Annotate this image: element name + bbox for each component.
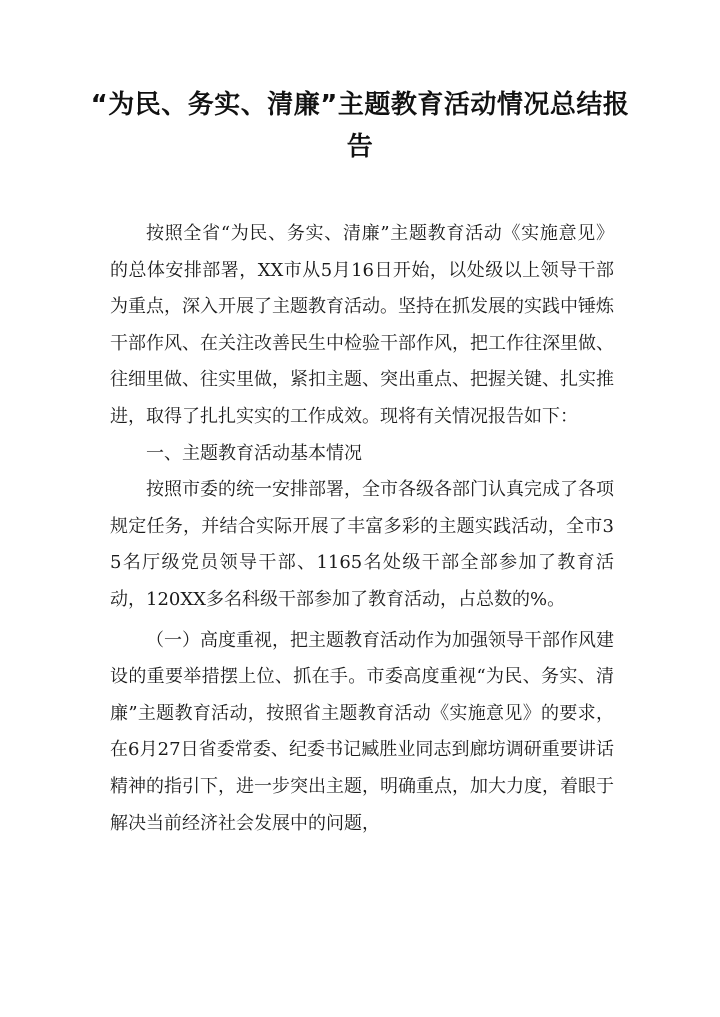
- section-heading: 一、主题教育活动基本情况: [146, 442, 362, 464]
- subsection-paragraph: （一）高度重视，把主题教育活动作为加强领导干部作风建设的重要举措摆上位、抓在手。市委高度重视“为民、务实、清廉”主题教育活动，按照省主题教育活动《实施意见》的要求， 在6月27日省委常委、纪委书记臧胜业同志到廊坊调研重要讲话精神的指引下，进一步突出主题，明确重点，加大力度，着眼于解决当前经济社会发展中的问题，: [110, 629, 614, 834]
- document-title: “为民、务实、清廉”主题教育活动情况总结报告: [90, 90, 630, 162]
- document-body: [110, 216, 614, 842]
- section-paragraph: 按照市委的统一安排部署，全市各级各部门认真完成了各项规定任务，并结合实际开展了丰富多彩的主题实践活动，全市35名厅级党员领导干部、1165名处级干部全部参加了教育活动，120XX多名科级干部参加了教育活动，占总数的%。: [110, 479, 614, 610]
- intro-paragraph: 按照全省“为民、务实、清廉”主题教育活动《实施意见》的总体安排部署，XX市从5月16日开始，以处级以上领导干部为重点，深入开展了主题教育活动。坚持在抓发展的实践中锤炼干部作风、在关注改善民生中检验干部作风，把工作往深里做、往细里做、往实里做，紧扣主题、突出重点、把握关键、扎实推进，取得了扎扎实实的工作成效。现将有关情况报告如下：: [110, 223, 614, 427]
